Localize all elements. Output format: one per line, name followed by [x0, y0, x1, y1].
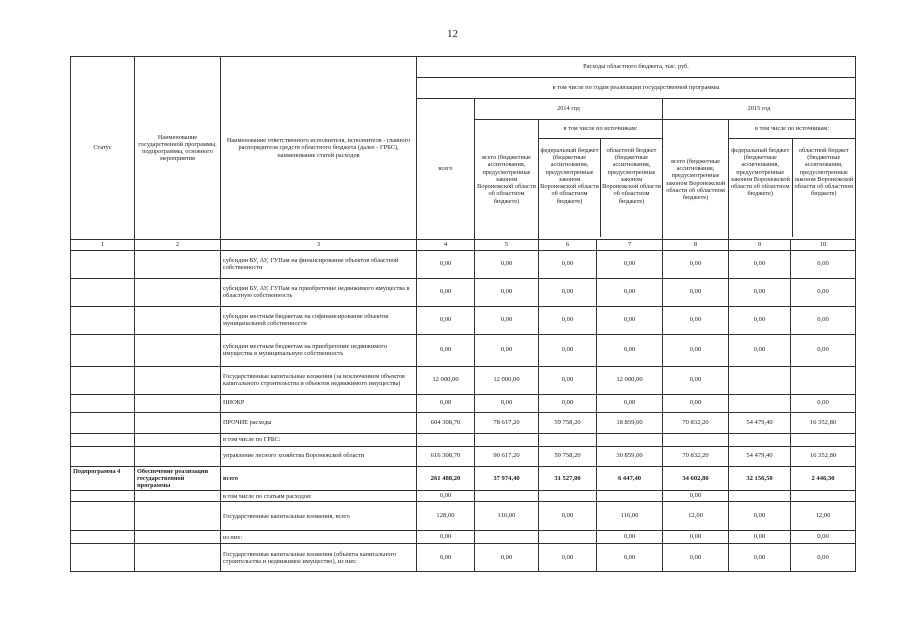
header-expenses: Расходы областного бюджета, тыс. руб. [417, 57, 856, 78]
row-program-name [135, 334, 221, 366]
row-value: 0,00 [539, 544, 597, 572]
row-item: субсидии местным бюджетам на приобретение недвижимого имущества в муниципальную собственность [221, 334, 417, 366]
table-row [71, 394, 856, 412]
row-item: субсидии БУ, АУ, ГУПам на финансирование объектов областной собственности [221, 250, 417, 278]
header-incl-sources-2015: в том числе по источникам: [729, 120, 855, 139]
row-item: Государственные капитальные вложения, всего [221, 502, 417, 531]
table-row [71, 306, 856, 334]
row-value: 0,00 [663, 531, 729, 544]
col-index: 9 [729, 240, 791, 251]
row-value [475, 531, 539, 544]
row-value: 0,00 [475, 544, 539, 572]
table-row [71, 446, 856, 466]
row-value: 30 859,00 [597, 446, 663, 466]
row-value: 0,00 [663, 250, 729, 278]
row-value [597, 491, 663, 502]
column-index-row [71, 240, 856, 251]
table-body [71, 250, 856, 572]
row-item: субсидии БУ, АУ, ГУПам на приобретение недвижимого имущества в областную собственность [221, 278, 417, 306]
row-status [71, 491, 135, 502]
row-value [791, 366, 856, 394]
row-program-name [135, 394, 221, 412]
row-value: 12 000,00 [417, 366, 475, 394]
row-status [71, 334, 135, 366]
row-value: 12,00 [791, 502, 856, 531]
header-sources-2015 [729, 120, 856, 240]
row-value: 0,00 [663, 306, 729, 334]
row-value [475, 433, 539, 446]
row-status [71, 531, 135, 544]
row-value: 0,00 [475, 394, 539, 412]
row-value: 0,00 [663, 366, 729, 394]
row-value: 0,00 [729, 250, 791, 278]
header-total-2014: всего (бюджетные ассигнования, предусмотренные законом Воронежской области об областном бюджете) [475, 120, 539, 240]
row-status [71, 278, 135, 306]
row-value: 59 758,20 [539, 412, 597, 433]
row-value: 0,00 [597, 394, 663, 412]
row-value: 0,00 [791, 544, 856, 572]
row-value: 0,00 [539, 366, 597, 394]
row-value: 0,00 [475, 278, 539, 306]
budget-table [70, 56, 856, 572]
row-value [663, 433, 729, 446]
row-value [729, 366, 791, 394]
row-value: 616 308,70 [417, 446, 475, 466]
row-value [539, 433, 597, 446]
table-row [71, 466, 856, 491]
header-regional-2015: областной бюджет (бюджетные ассигнования, предусмотренные законом Воронежской области об областном бюджете) [794, 147, 854, 198]
row-value: 0,00 [729, 278, 791, 306]
row-value: 0,00 [729, 334, 791, 366]
col-index: 10 [791, 240, 856, 251]
row-value: 0,00 [729, 544, 791, 572]
row-value: 0,00 [417, 544, 475, 572]
row-value: 0,00 [417, 491, 475, 502]
row-status [71, 412, 135, 433]
row-value: 0,00 [729, 306, 791, 334]
row-status [71, 433, 135, 446]
row-value: 0,00 [475, 334, 539, 366]
header-status: Статус [71, 57, 135, 240]
row-value [729, 433, 791, 446]
row-value: 0,00 [539, 394, 597, 412]
row-value: 0,00 [663, 491, 729, 502]
row-value: 0,00 [597, 306, 663, 334]
row-status [71, 544, 135, 572]
header-federal-2015: федеральный бюджет (бюджетные ассигнования, предусмотренные законом Воронежской области об областном бюджете) [729, 139, 793, 237]
col-index: 1 [71, 240, 135, 251]
page-number: 12 [447, 28, 458, 40]
row-status [71, 306, 135, 334]
row-value: 0,00 [663, 334, 729, 366]
row-value: 604 308,70 [417, 412, 475, 433]
row-program-name [135, 491, 221, 502]
table-row [71, 334, 856, 366]
row-item: всего [221, 466, 417, 491]
row-status [71, 366, 135, 394]
row-value [729, 491, 791, 502]
row-status: Подпрограмма 4 [71, 466, 135, 491]
row-value: 0,00 [417, 250, 475, 278]
row-value: 0,00 [791, 278, 856, 306]
row-value [791, 491, 856, 502]
header-sources-2014 [539, 120, 663, 240]
row-item: Государственные капитальные вложения (объекты капитального строительства и недвижимое имущество), из них: [221, 544, 417, 572]
table-row [71, 531, 856, 544]
header-regional-2014: областной бюджет (бюджетные ассигнования, предусмотренные законом Воронежской области об областном бюджете) [602, 147, 661, 205]
row-value: 116,00 [475, 502, 539, 531]
row-value: 90 617,20 [475, 446, 539, 466]
row-value [417, 433, 475, 446]
row-value: 0,00 [791, 531, 856, 544]
row-program-name [135, 433, 221, 446]
row-value: 70 832,20 [663, 446, 729, 466]
row-program-name: Обеспечение реализации государственной программы [135, 466, 221, 491]
row-value [539, 531, 597, 544]
row-item: НИОКР [221, 394, 417, 412]
header-year-2015: 2015 год [663, 99, 856, 120]
table-row [71, 278, 856, 306]
row-value: 0,00 [791, 250, 856, 278]
row-value: 0,00 [663, 394, 729, 412]
table-row [71, 366, 856, 394]
row-value: 54 479,40 [729, 412, 791, 433]
row-value [539, 491, 597, 502]
table-row [71, 250, 856, 278]
row-value: 12 000,00 [475, 366, 539, 394]
row-status [71, 250, 135, 278]
row-value: 6 447,40 [597, 466, 663, 491]
row-value: 0,00 [417, 334, 475, 366]
table-row [71, 502, 856, 531]
row-item: ПРОЧИЕ расходы [221, 412, 417, 433]
row-value: 0,00 [597, 544, 663, 572]
header-total: всего [417, 99, 475, 240]
row-value: 0,00 [539, 250, 597, 278]
row-status [71, 446, 135, 466]
row-value: 0,00 [417, 531, 475, 544]
row-item: Государственные капитальные вложения (за исключением объектов капитального строительства и объектов недвижимого имущества) [221, 366, 417, 394]
row-value: 12,00 [663, 502, 729, 531]
row-program-name [135, 278, 221, 306]
row-value: 54 479,40 [729, 446, 791, 466]
row-value [475, 491, 539, 502]
row-value [597, 433, 663, 446]
row-value: 59 758,20 [539, 446, 597, 466]
row-value: 0,00 [417, 394, 475, 412]
row-item: управление лесного хозяйства Воронежской области [221, 446, 417, 466]
row-value: 0,00 [417, 306, 475, 334]
row-program-name [135, 531, 221, 544]
row-program-name [135, 544, 221, 572]
header-federal-2014: федеральный бюджет (бюджетные ассигнования, предусмотренные законом Воронежской области об областном бюджете) [539, 139, 601, 237]
header-executor-name: Наименование ответственного исполнителя, исполнителя - главного распорядителя средств областного бюджета (далее - ГРБС), наименование статей расходов [221, 57, 417, 240]
row-value [729, 394, 791, 412]
table-row [71, 433, 856, 446]
row-value: 0,00 [597, 250, 663, 278]
row-value: 0,00 [417, 278, 475, 306]
col-index: 7 [597, 240, 663, 251]
row-program-name [135, 306, 221, 334]
row-value: 0,00 [729, 502, 791, 531]
header-incl-years: в том числе по годам реализации государственной программы [417, 78, 856, 99]
row-value: 116,00 [597, 502, 663, 531]
row-value: 0,00 [597, 334, 663, 366]
row-value: 261 488,20 [417, 466, 475, 491]
row-value: 0,00 [791, 394, 856, 412]
row-value: 34 602,80 [663, 466, 729, 491]
row-value: 18 859,00 [597, 412, 663, 433]
table-row [71, 491, 856, 502]
col-index: 6 [539, 240, 597, 251]
row-value: 32 156,50 [729, 466, 791, 491]
row-program-name [135, 412, 221, 433]
row-status [71, 394, 135, 412]
row-value: 0,00 [663, 544, 729, 572]
row-item: из них: [221, 531, 417, 544]
row-value: 0,00 [475, 250, 539, 278]
header-year-2014: 2014 год [475, 99, 663, 120]
row-value: 0,00 [597, 531, 663, 544]
header-program-name: Наименование государственной программы, подпрограммы, основного мероприятия [135, 57, 221, 240]
row-value: 2 446,30 [791, 466, 856, 491]
col-index: 4 [417, 240, 475, 251]
row-value: 70 832,20 [663, 412, 729, 433]
row-status [71, 502, 135, 531]
row-value: 128,00 [417, 502, 475, 531]
table-row [71, 412, 856, 433]
row-value: 0,00 [539, 306, 597, 334]
row-value: 12 000,00 [597, 366, 663, 394]
table-row [71, 544, 856, 572]
row-value: 0,00 [663, 278, 729, 306]
row-program-name [135, 446, 221, 466]
row-value: 0,00 [539, 502, 597, 531]
row-value: 0,00 [597, 278, 663, 306]
row-value: 37 974,40 [475, 466, 539, 491]
row-value: 31 527,00 [539, 466, 597, 491]
row-program-name [135, 502, 221, 531]
col-index: 3 [221, 240, 417, 251]
row-program-name [135, 366, 221, 394]
row-value: 78 617,20 [475, 412, 539, 433]
row-value: 0,00 [475, 306, 539, 334]
col-index: 2 [135, 240, 221, 251]
row-item: в том числе по ГРБС: [221, 433, 417, 446]
header-total-2015: всего (бюджетные ассигнования, предусмотренные законом Воронежской области об областном бюджете) [663, 120, 729, 240]
row-value: 0,00 [729, 531, 791, 544]
row-program-name [135, 250, 221, 278]
col-index: 8 [663, 240, 729, 251]
row-value: 0,00 [539, 278, 597, 306]
row-item: в том числе по статьям расходов: [221, 491, 417, 502]
row-value: 16 352,80 [791, 446, 856, 466]
row-value [791, 433, 856, 446]
row-value: 0,00 [539, 334, 597, 366]
row-item: субсидии местным бюджетам на софинансирование объектов муниципальной собственности [221, 306, 417, 334]
row-value: 0,00 [791, 306, 856, 334]
header-incl-sources-2014: в том числе по источникам: [539, 120, 662, 139]
row-value: 0,00 [791, 334, 856, 366]
col-index: 5 [475, 240, 539, 251]
row-value: 16 352,80 [791, 412, 856, 433]
